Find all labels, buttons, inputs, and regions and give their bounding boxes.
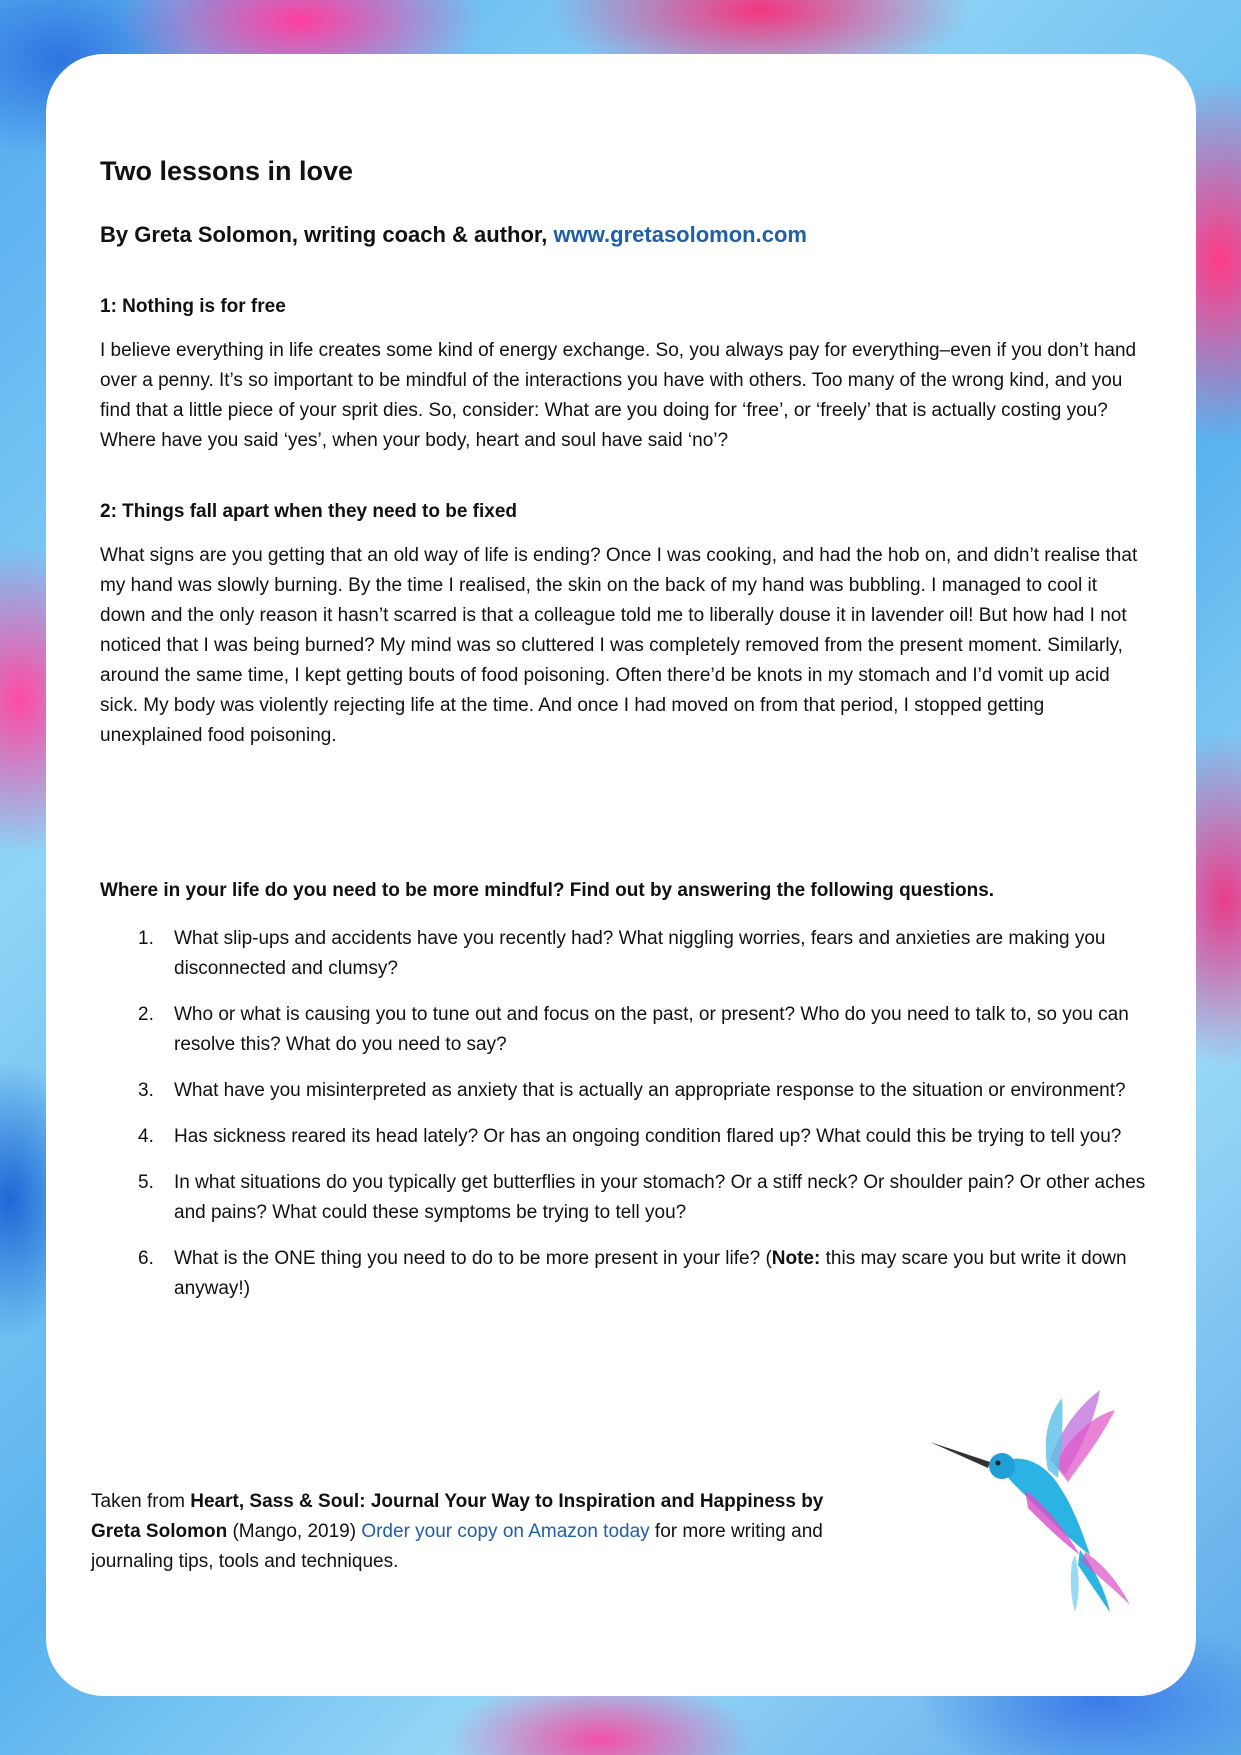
question-item [100,1000,1150,1060]
question-item [100,1076,1150,1106]
question-item [100,1168,1150,1228]
section-1-heading: 1: Nothing is for free [100,296,286,317]
question-text: Who or what is causing you to tune out and focus on the past, or present? Who do you need to talk to, so you can resolve this? What do you need to say? [174,1004,1129,1055]
hummingbird-illustration [930,1390,1150,1615]
question-text: What slip-ups and accidents have you recently had? What niggling worries, fears and anxieties are making you disconnected and clumsy? [174,928,1106,979]
question-text: What is the ONE thing you need to do to be more present in your life? ( [174,1248,772,1269]
footer-credit [91,1487,851,1577]
footer-publisher: (Mango, 2019) [227,1521,362,1542]
question-number: 6. [138,1248,154,1269]
question-text-after: this may scare you but write it down anyway!) [174,1248,1127,1299]
question-text: In what situations do you typically get butterflies in your stomach? Or a stiff neck? Or shoulder pain? Or other aches and pains? What could these symptoms be trying to tell you? [174,1172,1146,1223]
question-item [100,1122,1150,1152]
amazon-link[interactable]: Order your copy on Amazon today [361,1521,650,1542]
book-title: Heart, Sass & Soul: Journal Your Way to Inspiration and Happiness by Greta Solomon [91,1491,824,1542]
page-title: Two lessons in love [100,156,354,186]
footer-suffix: for more writing and journaling tips, tools and techniques. [91,1521,823,1572]
question-number: 5. [138,1172,154,1193]
question-number: 1. [138,928,154,949]
website-link[interactable]: www.gretasolomon.com [553,222,807,247]
byline [100,222,1100,248]
question-number: 4. [138,1126,154,1147]
question-text: Has sickness reared its head lately? Or has an ongoing condition flared up? What could this be trying to tell you? [174,1126,1122,1147]
footer-prefix: Taken from [91,1491,191,1512]
question-number: 2. [138,1004,154,1025]
question-item [100,924,1150,984]
section-2-heading: 2: Things fall apart when they need to be fixed [100,501,518,522]
question-item [100,1244,1150,1304]
question-number: 3. [138,1080,154,1101]
byline-text: By Greta Solomon, writing coach & author, [100,222,554,247]
section-1-body: I believe everything in life creates some kind of energy exchange. So, you always pay for everything–even if you don’t hand over a penny. It’s so important to be mindful of the interactions you have with others. Too many of the wrong kind, and you find that a little piece of your sprit dies. So, consider: What are you doing for ‘free’, or ‘freely’ that is actually costing you? Where have you said ‘yes’, when your body, heart and soul have said ‘no’? [100,340,1137,451]
question-text: What have you misinterpreted as anxiety that is actually an appropriate response to the situation or environment? [174,1080,1126,1101]
note-label: Note: [771,1248,821,1269]
questions-list [100,924,1150,1320]
questions-prompt: Where in your life do you need to be more mindful? Find out by answering the following questions. [100,880,995,901]
section-2-body: What signs are you getting that an old way of life is ending? Once I was cooking, and had the hob on, and didn’t realise that my hand was slowly burning. By the time I realised, the skin on the back of my hand was bubbling. I managed to cool it down and the only reason it hasn’t scarred is that a colleague told me to liberally douse it in lavender oil! But how had I not noticed that I was being burned? My mind was so cluttered I was completely removed from the present moment. Similarly, around the same time, I kept getting bouts of food poisoning. Often there’d be knots in my stomach and I’d vomit up acid sick. My body was violently rejecting life at the time. And once I had moved on from that period, I stopped getting unexplained food poisoning. [100,545,1138,746]
